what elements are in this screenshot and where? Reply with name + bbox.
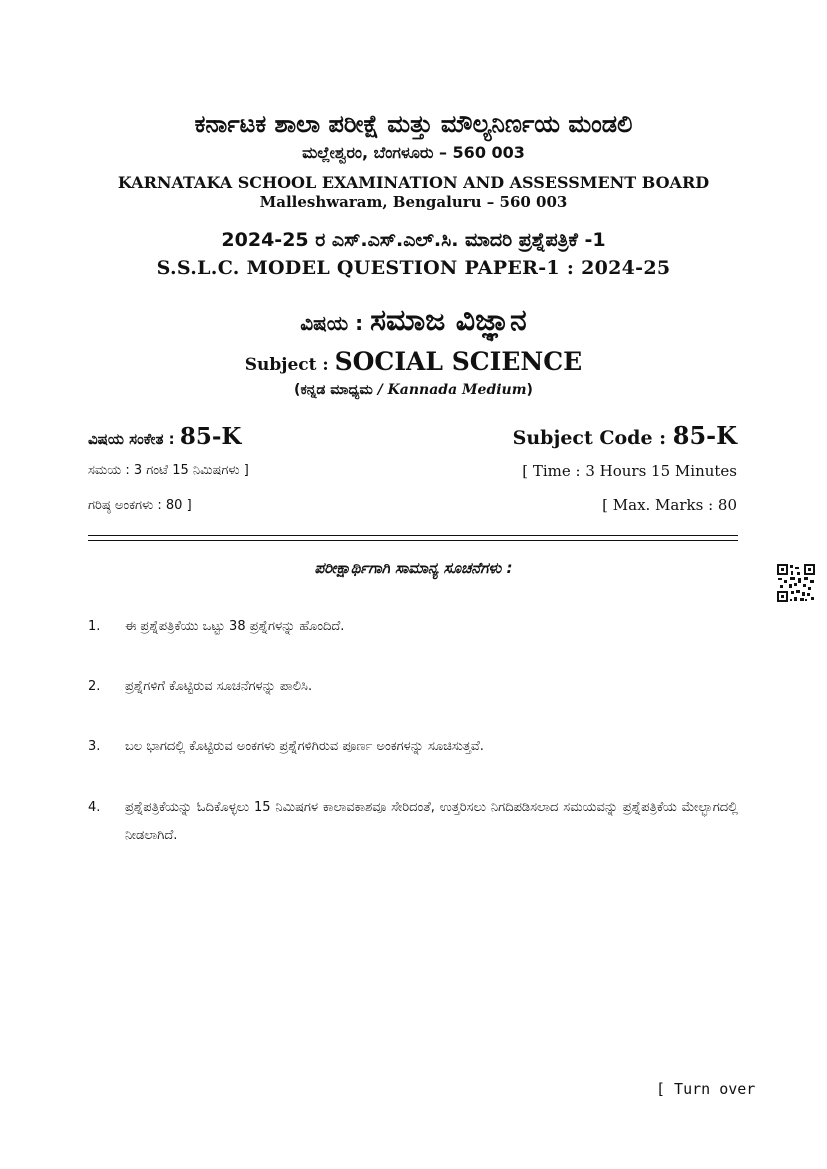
divider-top	[88, 535, 738, 536]
subject-code-label-kannada: ವಿಷಯ ಸಂಕೇತ :	[88, 430, 180, 448]
board-name-english: KARNATAKA SCHOOL EXAMINATION AND ASSESSMENT BOARD	[117, 173, 710, 192]
medium-separator: /	[372, 382, 388, 398]
instruction-item	[88, 794, 738, 854]
paper-title-kannada: 2024-25 ರ ಎಸ್.ಎಸ್.ಎಲ್.ಸಿ. ಮಾದರಿ ಪ್ರಶ್ನೆಪತ್ರಿಕೆ -1	[221, 229, 606, 251]
board-name-kannada: ಕರ್ನಾಟಕ ಶಾಲಾ ಪರೀಕ್ಷೆ ಮತ್ತು ಮೌಲ್ಯನಿರ್ಣಯ ಮಂಡಲಿ	[194, 110, 633, 138]
board-address-english: Malleshwaram, Bengaluru – 560 003	[259, 193, 568, 211]
instruction-number: 1.	[88, 619, 101, 634]
subject-label-english: Subject :	[244, 355, 335, 375]
medium-kannada: ಕನ್ನಡ ಮಾಧ್ಯಮ	[300, 382, 373, 398]
subject-label-kannada: ವಿಷಯ :	[300, 311, 371, 335]
medium-close-paren: )	[526, 382, 533, 398]
max-marks-english: [ Max. Marks : 80	[602, 496, 737, 514]
subject-english	[0, 347, 827, 376]
instruction-number: 3.	[88, 739, 101, 754]
medium-line	[0, 382, 827, 398]
subject-value-english: SOCIAL SCIENCE	[334, 347, 583, 376]
subject-code-value-english: 85-K	[672, 421, 737, 450]
medium-english: Kannada Medium	[387, 382, 527, 398]
qr-code-icon	[776, 563, 816, 603]
subject-code-kannada	[88, 423, 241, 450]
turn-over-label: [ Turn over	[656, 1080, 756, 1098]
subject-kannada	[0, 303, 827, 338]
instruction-text: ಪ್ರಶ್ನೆಪತ್ರಿಕೆಯನ್ನು ಓದಿಕೊಳ್ಳಲು 15 ನಿಮಿಷಗಳ ಕಾಲಾವಕಾಶವೂ ಸೇರಿದಂತೆ, ಉತ್ತರಿಸಲು ನಿಗದಿಪಡಿಸಲಾದ ಸಮಯವನ್ನು ಪ್ರಶ್ನೆಪತ್ರಿಕೆಯ ಮೇಲ್ಭಾಗದಲ್ಲಿ ನೀಡಲಾಗಿದೆ.	[125, 800, 738, 843]
medium-open-paren: (	[294, 382, 301, 398]
subject-value-kannada: ಸಮಾಜ ವಿಜ್ಞಾನ	[370, 303, 527, 338]
time-english: [ Time : 3 Hours 15 Minutes	[522, 462, 737, 480]
instruction-number: 4.	[88, 800, 101, 815]
instruction-number: 2.	[88, 679, 101, 694]
divider-bottom	[88, 540, 738, 541]
subject-code-english	[513, 421, 737, 450]
paper-title-english: S.S.L.C. MODEL QUESTION PAPER-1 : 2024-25	[156, 257, 671, 279]
instruction-item	[88, 733, 738, 761]
instruction-item	[88, 673, 738, 701]
board-address-kannada: ಮಲ್ಲೇಶ್ವರಂ, ಬೆಂಗಳೂರು – 560 003	[302, 143, 525, 162]
subject-code-value-kannada: 85-K	[179, 423, 242, 450]
time-kannada: ಸಮಯ : 3 ಗಂಟೆ 15 ನಿಮಿಷಗಳು ]	[88, 463, 249, 478]
instruction-item	[88, 613, 738, 641]
subject-code-label-english: Subject Code :	[512, 427, 673, 449]
instruction-text: ಬಲ ಭಾಗದಲ್ಲಿ ಕೊಟ್ಟಿರುವ ಅಂಕಗಳು ಪ್ರಶ್ನೆಗಳಿಗಿರುವ ಪೂರ್ಣ ಅಂಕಗಳನ್ನು ಸೂಚಿಸುತ್ತವೆ.	[125, 739, 484, 754]
instruction-text: ಪ್ರಶ್ನೆಗಳಿಗೆ ಕೊಟ್ಟಿರುವ ಸೂಚನೆಗಳನ್ನು ಪಾಲಿಸಿ.	[125, 679, 313, 694]
max-marks-kannada: ಗರಿಷ್ಠ ಅಂಕಗಳು : 80 ]	[88, 498, 192, 513]
instruction-text: ಈ ಪ್ರಶ್ನೆಪತ್ರಿಕೆಯು ಒಟ್ಟು 38 ಪ್ರಶ್ನೆಗಳನ್ನು ಹೊಂದಿದೆ.	[125, 619, 345, 634]
instructions-heading: ಪರೀಕ್ಷಾರ್ಥಿಗಾಗಿ ಸಾಮಾನ್ಯ ಸೂಚನೆಗಳು :	[314, 559, 513, 577]
